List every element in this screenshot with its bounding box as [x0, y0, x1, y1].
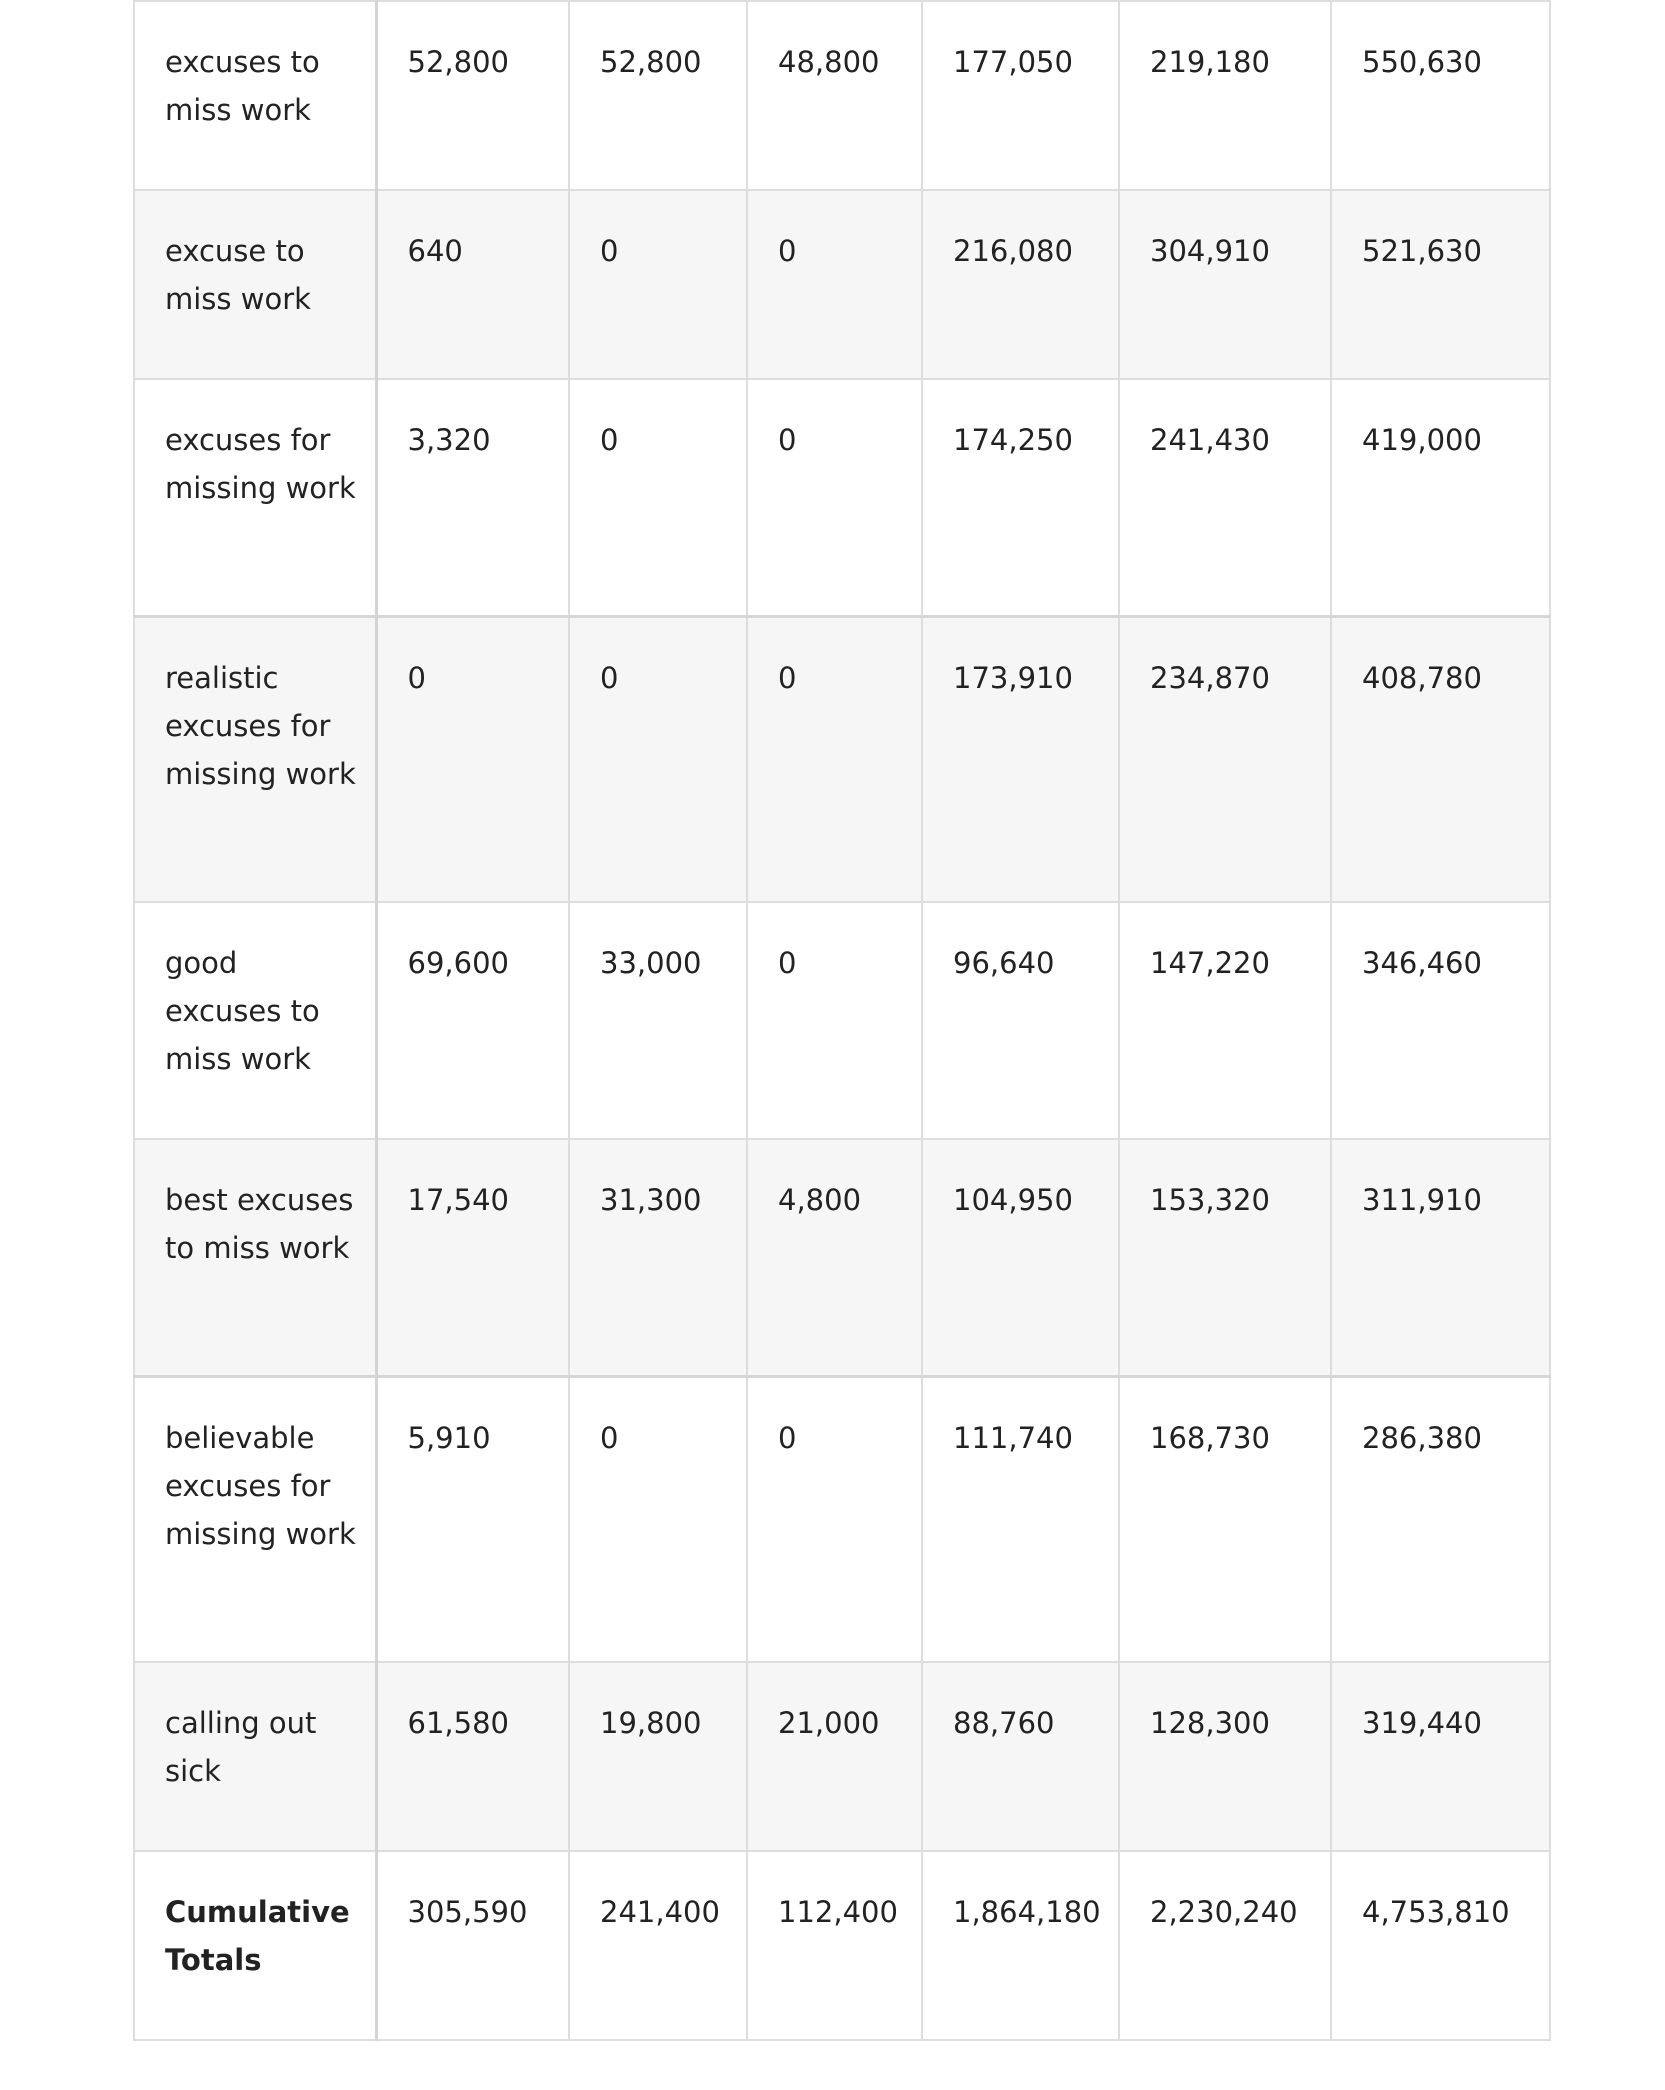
table-row: [134, 1662, 1550, 1851]
cell-value: 346,460: [1331, 902, 1550, 1139]
cell-value: 0: [747, 902, 922, 1139]
cell-value: 21,000: [747, 1662, 922, 1851]
table-row: [134, 1, 1550, 190]
cell-value: 5,910: [376, 1376, 569, 1662]
cell-value: 128,300: [1119, 1662, 1331, 1851]
cell-value: 31,300: [569, 1139, 747, 1376]
cell-value: 521,630: [1331, 190, 1550, 379]
totals-row: [134, 1851, 1550, 2040]
cell-value: 177,050: [922, 1, 1119, 190]
cell-value: 2,230,240: [1119, 1851, 1331, 2040]
table-row: [134, 379, 1550, 616]
cell-value: 0: [569, 190, 747, 379]
cell-value: 153,320: [1119, 1139, 1331, 1376]
cell-value: 304,910: [1119, 190, 1331, 379]
cell-value: 69,600: [376, 902, 569, 1139]
row-label: excuses for missing work: [134, 379, 376, 616]
cell-value: 48,800: [747, 1, 922, 190]
cell-value: 311,910: [1331, 1139, 1550, 1376]
cell-value: 0: [747, 1376, 922, 1662]
cell-value: 88,760: [922, 1662, 1119, 1851]
cell-value: 112,400: [747, 1851, 922, 2040]
cell-value: 241,400: [569, 1851, 747, 2040]
table-row: [134, 1376, 1550, 1662]
cell-value: 0: [569, 1376, 747, 1662]
cell-value: 111,740: [922, 1376, 1119, 1662]
table-row: [134, 190, 1550, 379]
cell-value: 174,250: [922, 379, 1119, 616]
cell-value: 0: [747, 190, 922, 379]
cell-value: 640: [376, 190, 569, 379]
cell-value: 0: [376, 616, 569, 902]
cell-value: 19,800: [569, 1662, 747, 1851]
cell-value: 173,910: [922, 616, 1119, 902]
cell-value: 33,000: [569, 902, 747, 1139]
cell-value: 419,000: [1331, 379, 1550, 616]
table-row: [134, 902, 1550, 1139]
cell-value: 52,800: [569, 1, 747, 190]
totals-label: Cumulative Totals: [134, 1851, 376, 2040]
cell-value: 550,630: [1331, 1, 1550, 190]
cell-value: 319,440: [1331, 1662, 1550, 1851]
table-row: [134, 616, 1550, 902]
cell-value: 241,430: [1119, 379, 1331, 616]
cell-value: 168,730: [1119, 1376, 1331, 1662]
cell-value: 147,220: [1119, 902, 1331, 1139]
row-label: excuse to miss work: [134, 190, 376, 379]
cell-value: 4,753,810: [1331, 1851, 1550, 2040]
cell-value: 52,800: [376, 1, 569, 190]
keyword-volume-table: [133, 0, 1551, 2041]
cell-value: 234,870: [1119, 616, 1331, 902]
cell-value: 216,080: [922, 190, 1119, 379]
cell-value: 286,380: [1331, 1376, 1550, 1662]
row-label: realistic excuses for missing work: [134, 616, 376, 902]
cell-value: 96,640: [922, 902, 1119, 1139]
row-label: calling out sick: [134, 1662, 376, 1851]
cell-value: 305,590: [376, 1851, 569, 2040]
cell-value: 4,800: [747, 1139, 922, 1376]
cell-value: 0: [569, 379, 747, 616]
cell-value: 104,950: [922, 1139, 1119, 1376]
cell-value: 408,780: [1331, 616, 1550, 902]
keyword-table-container: [133, 0, 1549, 2041]
row-label: excuses to miss work: [134, 1, 376, 190]
table-row: [134, 1139, 1550, 1376]
cell-value: 0: [747, 616, 922, 902]
cell-value: 17,540: [376, 1139, 569, 1376]
cell-value: 219,180: [1119, 1, 1331, 190]
cell-value: 1,864,180: [922, 1851, 1119, 2040]
row-label: good excuses to miss work: [134, 902, 376, 1139]
cell-value: 61,580: [376, 1662, 569, 1851]
cell-value: 3,320: [376, 379, 569, 616]
cell-value: 0: [747, 379, 922, 616]
row-label: believable excuses for missing work: [134, 1376, 376, 1662]
row-label: best excuses to miss work: [134, 1139, 376, 1376]
cell-value: 0: [569, 616, 747, 902]
